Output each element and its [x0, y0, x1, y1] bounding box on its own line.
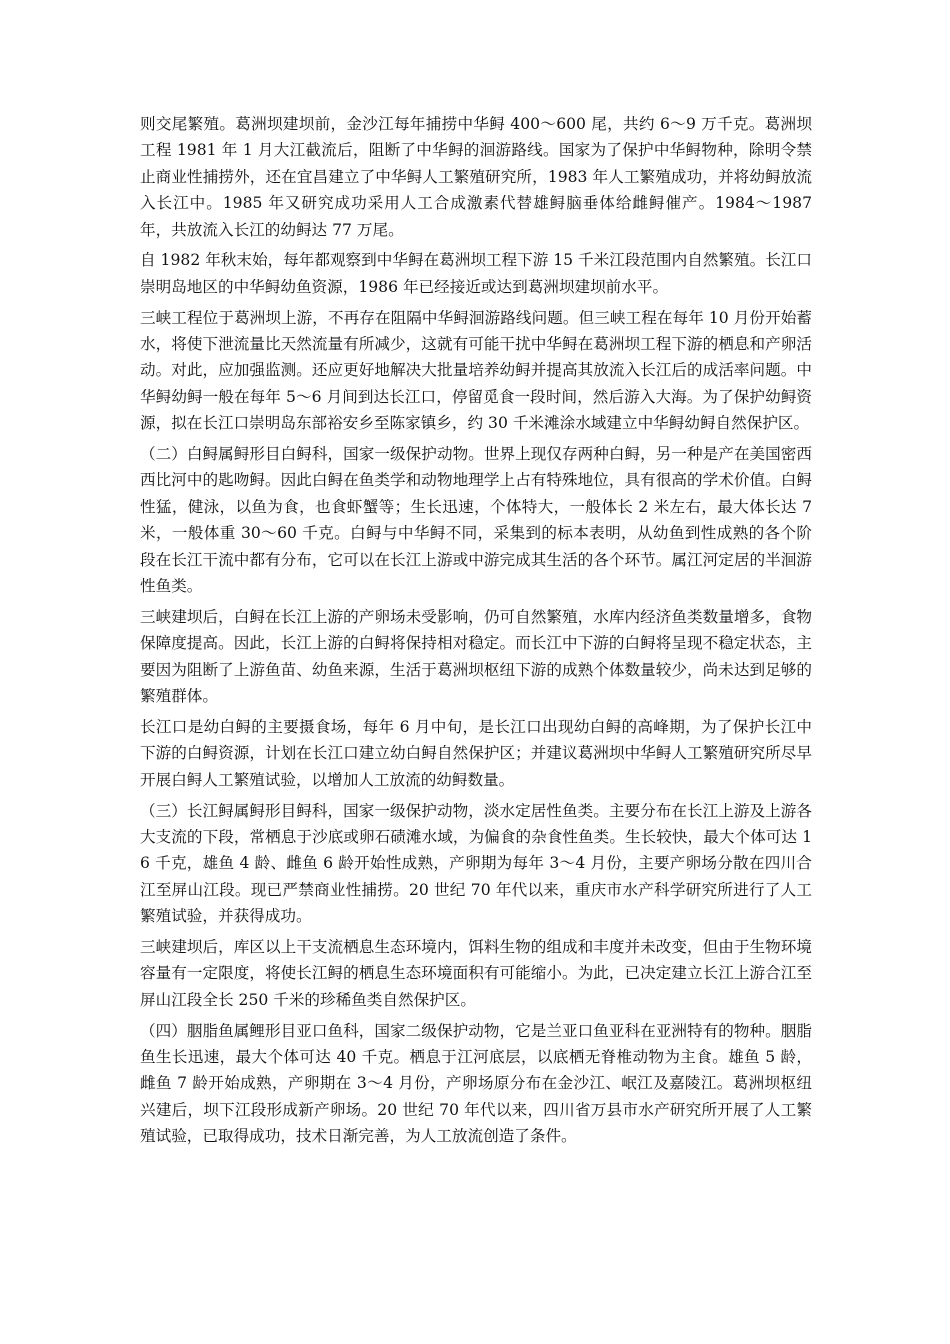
- paragraph-8: 三峡建坝后，库区以上干支流栖息生态环境内，饵料生物的组成和丰度并未改变，但由于生物环境容量有一定限度，将使长江鲟的栖息生态环境面积有可能缩小。为此，已决定建立长江上游合江至屏山江段全长 250 千米的珍稀鱼类自然保护区。: [140, 937, 812, 1009]
- document-body: [140, 111, 812, 1154]
- paragraph-1: 则交尾繁殖。葛洲坝建坝前，金沙江每年捕捞中华鲟 400～600 尾，共约 6～9 万千克。葛洲坝工程 1981 年 1 月大江截流后，阻断了中华鲟的洄游路线。国家为了保护中华鲟物种，除明令禁止商业性捕捞外，还在宜昌建立了中华鲟人工繁殖研究所，1983 年人工繁殖成功，并将幼鲟放流入长江中。1985 年又研究成功采用人工合成激素代替雄鲟脑垂体给雌鲟催产。1984～1987 年，共放流入长江的幼鲟达 77 万尾。: [140, 115, 812, 239]
- paragraph-6: 长江口是幼白鲟的主要摄食场，每年 6 月中旬，是长江口出现幼白鲟的高峰期，为了保护长江中下游的白鲟资源，计划在长江口建立幼白鲟自然保护区；并建议葛洲坝中华鲟人工繁殖研究所尽早开展白鲟人工繁殖试验，以增加人工放流的幼鲟数量。: [140, 717, 812, 789]
- paragraph-3: 三峡工程位于葛洲坝上游，不再存在阻隔中华鲟洄游路线问题。但三峡工程在每年 10 月份开始蓄水，将使下泄流量比天然流量有所减少，这就有可能干扰中华鲟在葛洲坝工程下游的栖息和产卵活动。对此，应加强监测。还应更好地解决大批量培养幼鲟并提高其放流入长江后的成活率问题。中华鲟幼鲟一般在每年 5～6 月间到达长江口，停留觅食一段时间，然后游入大海。为了保护幼鲟资源，拟在长江口崇明岛东部裕安乡至陈家镇乡，约 30 千米滩涂水域建立中华鲟幼鲟自然保护区。: [140, 308, 812, 433]
- paragraph-7: （三）长江鲟属鲟形目鲟科，国家一级保护动物，淡水定居性鱼类。主要分布在长江上游及上游各大支流的下段，常栖息于沙底或卵石碛滩水域，为偏食的杂食性鱼类。生长较快，最大个体可达 16 千克，雄鱼 4 龄、雌鱼 6 龄开始性成熟，产卵期为每年 3～4 月份，主要产卵场分散在四川合江至屏山江段。现已严禁商业性捕捞。20 世纪 70 年代以来，重庆市水产科学研究所进行了人工繁殖试验，并获得成功。: [140, 801, 812, 926]
- paragraph-5: 三峡建坝后，白鲟在长江上游的产卵场未受影响，仍可自然繁殖，水库内经济鱼类数量增多，食物保障度提高。因此，长江上游的白鲟将保持相对稳定。而长江中下游的白鲟将呈现不稳定状态，主要因为阻断了上游鱼苗、幼鱼来源，生活于葛洲坝枢纽下游的成熟个体数量较少，尚未达到足够的繁殖群体。: [140, 607, 812, 706]
- paragraph-2: 自 1982 年秋末始，每年都观察到中华鲟在葛洲坝工程下游 15 千米江段范围内自然繁殖。长江口崇明岛地区的中华鲟幼鱼资源，1986 年已经接近或达到葛洲坝建坝前水平。: [140, 251, 812, 296]
- paragraph-4: （二）白鲟属鲟形目白鲟科，国家一级保护动物。世界上现仅存两种白鲟，另一种是产在美国密西西比河中的匙吻鲟。因此白鲟在鱼类学和动物地理学上占有特殊地位，具有很高的学术价值。白鲟性猛，健泳，以鱼为食，也食虾蟹等；生长迅速，个体特大，一般体长 2 米左右，最大体长达 7 米，一般体重 30～60 千克。白鲟与中华鲟不同，采集到的标本表明，从幼鱼到性成熟的各个阶段在长江干流中都有分布，它可以在长江上游或中游完成其生活的各个环节。属江河定居的半洄游性鱼类。: [140, 445, 812, 596]
- paragraph-9: （四）胭脂鱼属鲤形目亚口鱼科，国家二级保护动物，它是兰亚口鱼亚科在亚洲特有的物种。胭脂鱼生长迅速，最大个体可达 40 千克。栖息于江河底层，以底栖无脊椎动物为主食。雄鱼 5 龄，雌鱼 7 龄开始成熟，产卵期在 3～4 月份，产卵场原分布在金沙江、岷江及嘉陵江。葛洲坝枢纽兴建后，坝下江段形成新产卵场。20 世纪 70 年代以来，四川省万县市水产研究所开展了人工繁殖试验，已取得成功，技术日渐完善，为人工放流创造了条件。: [140, 1021, 812, 1146]
